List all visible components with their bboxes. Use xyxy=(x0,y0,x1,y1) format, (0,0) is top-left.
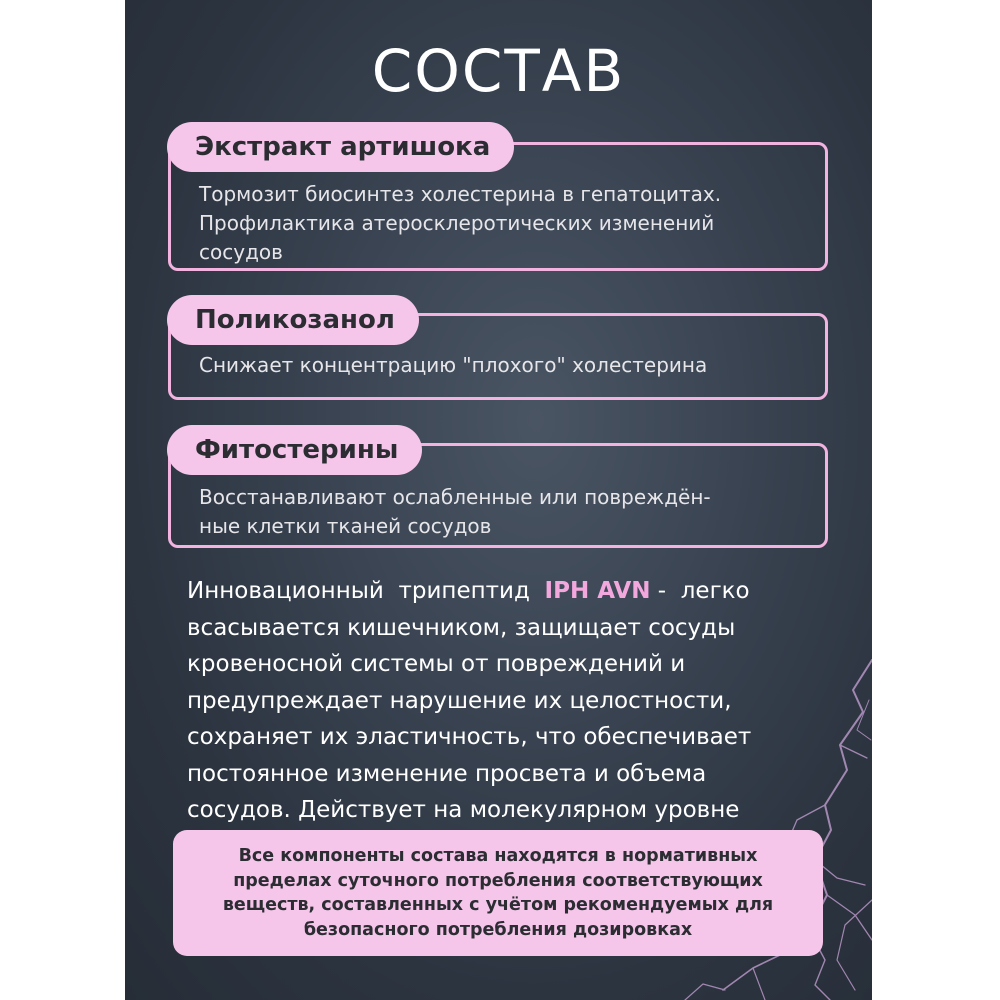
tripeptide-highlight: IPH AVN xyxy=(544,578,651,604)
ingredient-description xyxy=(199,483,809,541)
description-line: Профилактика атеросклеротических изменений xyxy=(199,211,715,235)
note-line: Все компоненты состава находятся в нормативных xyxy=(238,846,758,866)
description-line: Тормозит биосинтез холестерина в гепатоцитах. xyxy=(199,182,722,206)
description-line: сосудов xyxy=(199,240,283,264)
paragraph-text: Инновационный трипептид xyxy=(187,578,545,604)
paragraph-text: - легко xyxy=(650,578,750,604)
dosage-note xyxy=(173,830,823,956)
note-line: безопасного потребления дозировках xyxy=(303,919,693,940)
paragraph-line: постоянное изменение просвета и объема xyxy=(187,760,707,787)
ingredient-name-artichoke: Экстракт артишока xyxy=(167,122,514,172)
paragraph-line xyxy=(187,573,807,610)
ingredient-name-policosanol: Поликозанол xyxy=(167,295,419,345)
description-line: ные клетки тканей сосудов xyxy=(199,514,492,538)
page-title: СОСТАВ xyxy=(371,37,626,105)
paragraph-line: кровеносной системы от повреждений и xyxy=(187,651,686,677)
ingredient-description xyxy=(199,351,809,380)
main-paragraph xyxy=(187,573,807,829)
paragraph-line: сосудов. Действует на молекулярном уровне xyxy=(187,797,740,823)
paragraph-line: сохраняет их эластичность, что обеспечивает xyxy=(187,724,752,750)
note-line: пределах суточного потребления соответствующих xyxy=(233,870,763,891)
paragraph-line: всасывается кишечником, защищает сосуды xyxy=(187,614,736,641)
ingredient-description xyxy=(199,180,809,267)
note-line: веществ, составленных с учётом рекомендуемых для xyxy=(222,895,774,915)
ingredient-name-phytosterols: Фитостерины xyxy=(167,425,422,475)
description-line: Восстанавливают ослабленные или повреждён- xyxy=(199,485,711,509)
paragraph-line: предупреждает нарушение их целостности, xyxy=(187,687,732,714)
composition-panel xyxy=(125,0,872,1000)
description-line: Снижает концентрацию "плохого" холестерина xyxy=(199,353,708,377)
